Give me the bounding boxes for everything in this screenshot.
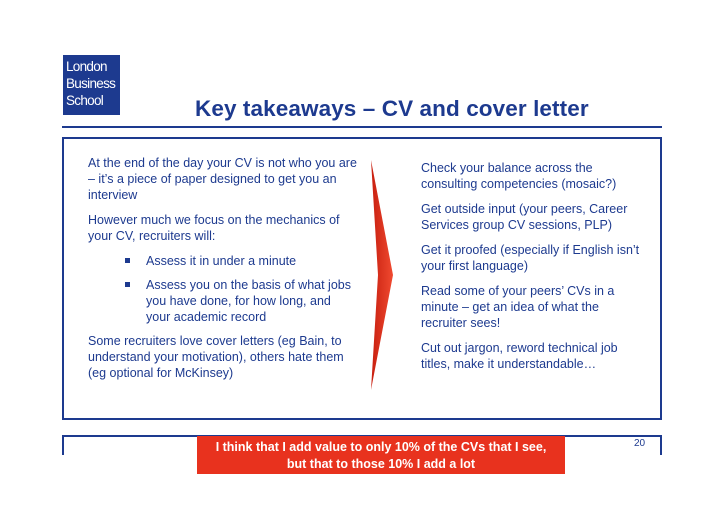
- right-item-1: Check your balance across the consulting competencies (mosaic?): [421, 161, 617, 191]
- bullet-item: [88, 277, 358, 325]
- quote-line-2: but that to those 10% I add a lot: [286, 457, 476, 471]
- quote-line-1: I think that I add value to only 10% of the CVs that I see,: [215, 440, 547, 454]
- right-column: [421, 160, 646, 381]
- footer-frame-right: [660, 435, 662, 455]
- content-frame-bottom: [62, 418, 662, 420]
- left-para-3: Some recruiters love cover letters (eg Bain, to understand your motivation), others hate them (eg optional for McKinsey): [88, 334, 344, 380]
- bullet-square-icon: [125, 282, 130, 287]
- bullet-list: [88, 253, 358, 325]
- left-para-2: However much we focus on the mechanics of your CV, recruiters will:: [88, 213, 340, 243]
- right-item-3: Get it proofed (especially if English isn’t your first language): [421, 243, 640, 273]
- left-column: [88, 155, 358, 390]
- content-frame-right: [660, 137, 662, 420]
- bullet-text: Assess it in under a minute: [146, 254, 297, 268]
- bullet-square-icon: [125, 258, 130, 263]
- right-item-5: Cut out jargon, reword technical job titles, make it understandable…: [421, 341, 618, 371]
- right-item-4: Read some of your peers’ CVs in a minute – get an idea of what the recruiter sees!: [421, 284, 615, 330]
- right-item-2: Get outside input (your peers, Career Services group CV sessions, PLP): [421, 202, 628, 232]
- footer-frame-left: [62, 435, 64, 455]
- slide-title: Key takeaways – CV and cover letter: [195, 96, 589, 121]
- logo-line-3: School: [66, 93, 104, 108]
- content-frame-left: [62, 137, 64, 420]
- quote-callout: [197, 436, 565, 474]
- bullet-text: Assess you on the basis of what jobs you have done, for how long, and your academic record: [146, 278, 351, 324]
- london-business-school-logo: [63, 55, 120, 115]
- content-frame-top: [62, 137, 662, 139]
- page-number: 20: [634, 438, 646, 449]
- left-para-1: At the end of the day your CV is not who you are – it’s a piece of paper designed to get you an interview: [88, 156, 357, 202]
- bullet-item: [88, 253, 358, 269]
- logo-line-2: Business: [66, 76, 116, 91]
- red-chevron-arrow-icon: [369, 160, 395, 390]
- title-underline: [62, 126, 662, 128]
- logo-line-1: London: [66, 59, 107, 74]
